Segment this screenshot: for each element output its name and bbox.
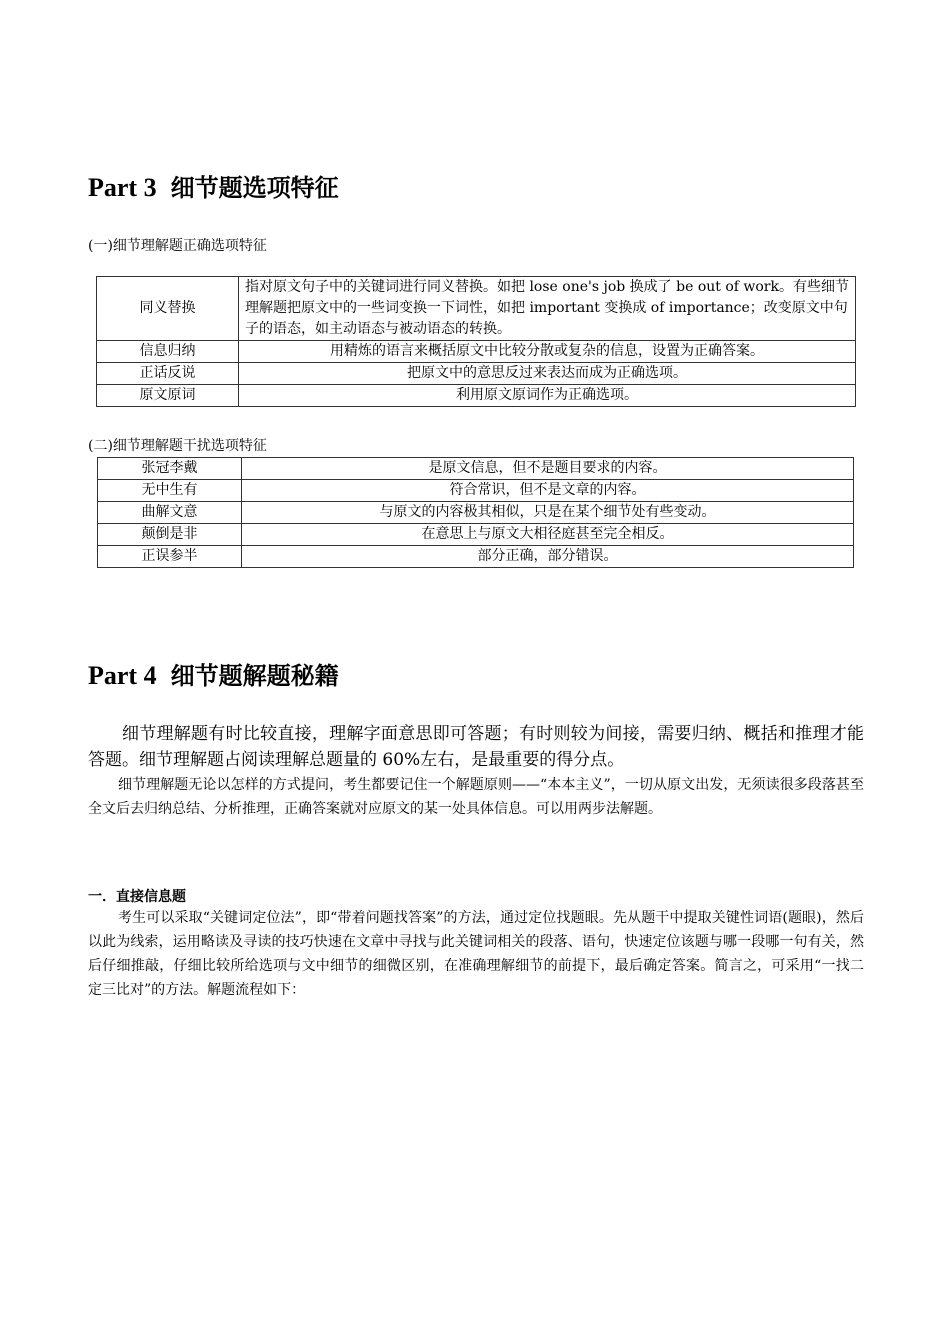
row-label: 无中生有 [98,480,242,502]
table-row [97,341,856,363]
table2-caption: (二)细节理解题干扰选项特征 [88,438,267,454]
section1-heading: 一．直接信息题 [88,889,186,905]
table-row [98,524,854,546]
row-desc: 把原文中的意思反过来表达而成为正确选项。 [239,363,856,385]
table-row [98,546,854,568]
part4-para1: 细节理解题有时比较直接，理解字面意思即可答题；有时则较为间接，需要归纳、概括和推理才能答题。细节理解题占阅读理解总题量的 60%左右，是最重要的得分点。 [88,724,864,770]
row-desc: 符合常识，但不是文章的内容。 [242,480,854,502]
row-desc: 利用原文原词作为正确选项。 [239,385,856,407]
table-row [98,480,854,502]
row-desc: 与原文的内容极其相似，只是在某个细节处有些变动。 [242,502,854,524]
table-row [98,458,854,480]
part3-title-en: Part 3 [88,173,157,202]
row-desc: 用精炼的语言来概括原文中比较分散或复杂的信息，设置为正确答案。 [239,341,856,363]
row-desc: 在意思上与原文大相径庭甚至完全相反。 [242,524,854,546]
part3-title [88,172,339,204]
row-desc: 是原文信息，但不是题目要求的内容。 [242,458,854,480]
table-row [98,502,854,524]
row-label: 张冠李戴 [98,458,242,480]
row-label: 信息归纳 [97,341,239,363]
correct-option-table [96,276,856,407]
row-label: 颠倒是非 [98,524,242,546]
table1-caption: (一)细节理解题正确选项特征 [88,238,267,254]
table-row [97,277,856,341]
table-row [97,363,856,385]
part4-title [88,660,339,692]
part4-title-cn: 细节题解题秘籍 [170,662,339,690]
table-row [97,385,856,407]
row-label: 正误参半 [98,546,242,568]
row-label: 同义替换 [97,277,239,341]
row-desc: 指对原文句子中的关键词进行同义替换。如把 lose one's job 换成了 be out of work。有些细节理解题把原文中的一些词变换一下词性，如把 important 变换成 of importance；改变原文中句子的语态，如主动语态与被动语态的转换。 [239,277,856,341]
row-label: 原文原词 [97,385,239,407]
part3-title-cn: 细节题选项特征 [170,174,339,202]
row-desc: 部分正确，部分错误。 [242,546,854,568]
section1-para: 考生可以采取“关键词定位法”，即“带着问题找答案”的方法，通过定位找题眼。先从题干中提取关键性词语(题眼)，然后以此为线索，运用略读及寻读的技巧快速在文章中寻找与此关键词相关的段落、语句，快速定位该题与哪一段哪一句有关，然后仔细推敲，仔细比较所给选项与文中细节的细微区别，在准确理解细节的前提下，最后确定答案。简言之，可采用“一找二定三比对”的方法。解题流程如下： [88,910,864,998]
row-label: 曲解文意 [98,502,242,524]
row-label: 正话反说 [97,363,239,385]
part4-para2: 细节理解题无论以怎样的方式提问，考生都要记住一个解题原则——“本本主义”，一切从原文出发，无须读很多段落甚至全文后去归纳总结、分析推理，正确答案就对应原文的某一处具体信息。可以用两步法解题。 [88,777,864,817]
distractor-option-table [97,457,854,568]
part4-title-en: Part 4 [88,661,157,690]
